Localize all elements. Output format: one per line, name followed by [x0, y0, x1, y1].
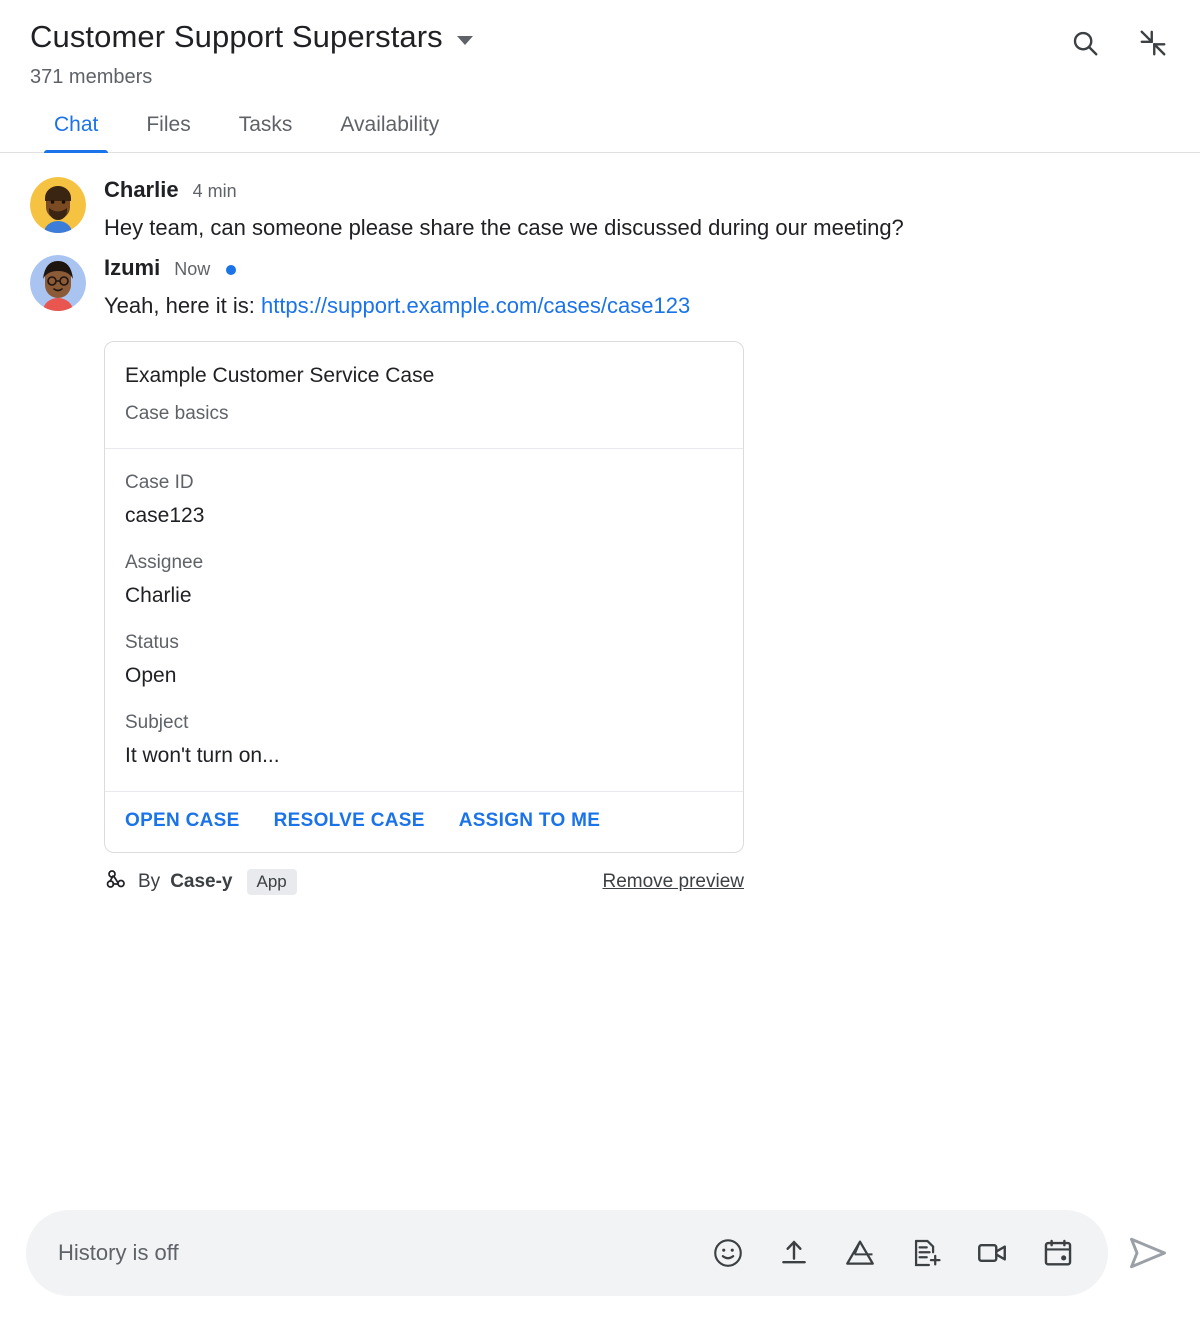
card-subtitle: Case basics [125, 403, 229, 424]
field-status [125, 631, 723, 689]
docs-add-icon[interactable] [906, 1233, 946, 1273]
attribution-by-label: By [138, 871, 161, 892]
tab-tasks[interactable]: Tasks [238, 113, 293, 136]
field-value: case123 [125, 504, 205, 527]
message-text-prefix: Yeah, here it is: [104, 293, 261, 318]
open-case-button[interactable]: OPEN CASE [125, 810, 240, 831]
message-text [104, 289, 1004, 323]
webhook-icon [104, 867, 128, 897]
card-title: Example Customer Service Case [125, 364, 435, 387]
member-count: 371 members [30, 66, 153, 88]
case-preview-card [104, 341, 744, 853]
field-label: Case ID [125, 472, 194, 493]
field-value: Charlie [125, 584, 192, 607]
room-header [0, 0, 1200, 90]
field-value: Open [125, 664, 177, 687]
page-title: Customer Support Superstars [30, 19, 443, 54]
message-item [30, 255, 1170, 897]
card-header [105, 342, 743, 449]
message-item [30, 177, 1170, 245]
field-assignee [125, 551, 723, 609]
collapse-icon[interactable] [1136, 26, 1170, 60]
attribution-bot-name: Case-y [170, 871, 233, 892]
card-attribution [104, 867, 744, 897]
remove-preview-link[interactable]: Remove preview [602, 871, 744, 892]
video-meeting-icon[interactable] [972, 1233, 1012, 1273]
upload-icon[interactable] [774, 1233, 814, 1273]
case-link[interactable]: https://support.example.com/cases/case123 [260, 293, 691, 318]
tab-availability[interactable]: Availability [340, 113, 440, 136]
card-fields [105, 449, 743, 792]
send-icon[interactable] [1122, 1227, 1174, 1279]
assign-to-me-button[interactable]: ASSIGN TO ME [458, 810, 601, 831]
composer-icons [708, 1233, 1078, 1273]
room-title-block [30, 18, 1068, 90]
avatar[interactable] [30, 255, 86, 311]
header-actions [1068, 18, 1170, 60]
message-time: Now [174, 259, 211, 279]
message-sender: Charlie [104, 177, 179, 202]
resolve-case-button[interactable]: RESOLVE CASE [273, 810, 425, 831]
field-subject [125, 711, 723, 769]
tab-files[interactable]: Files [146, 113, 191, 136]
message-list [0, 153, 1200, 1194]
field-label: Subject [125, 712, 189, 733]
message-input[interactable]: History is off [58, 1240, 179, 1265]
field-label: Status [125, 632, 179, 653]
emoji-icon[interactable] [708, 1233, 748, 1273]
search-icon[interactable] [1068, 26, 1102, 60]
chevron-down-icon[interactable] [457, 36, 473, 45]
message-sender: Izumi [104, 255, 161, 280]
app-badge: App [247, 869, 297, 895]
room-tabs [0, 112, 1200, 153]
drive-icon[interactable] [840, 1233, 880, 1273]
message-composer[interactable] [26, 1210, 1108, 1296]
field-case-id [125, 471, 723, 529]
unread-dot [226, 265, 236, 275]
composer-area [0, 1194, 1200, 1336]
field-label: Assignee [125, 552, 204, 573]
calendar-icon[interactable] [1038, 1233, 1078, 1273]
avatar[interactable] [30, 177, 86, 233]
field-value: It won't turn on... [125, 744, 280, 767]
message-time: 4 min [192, 181, 237, 201]
message-text: Hey team, can someone please share the case we discussed during our meeting? [104, 215, 904, 240]
tab-chat[interactable]: Chat [30, 112, 122, 152]
card-actions [105, 792, 743, 852]
